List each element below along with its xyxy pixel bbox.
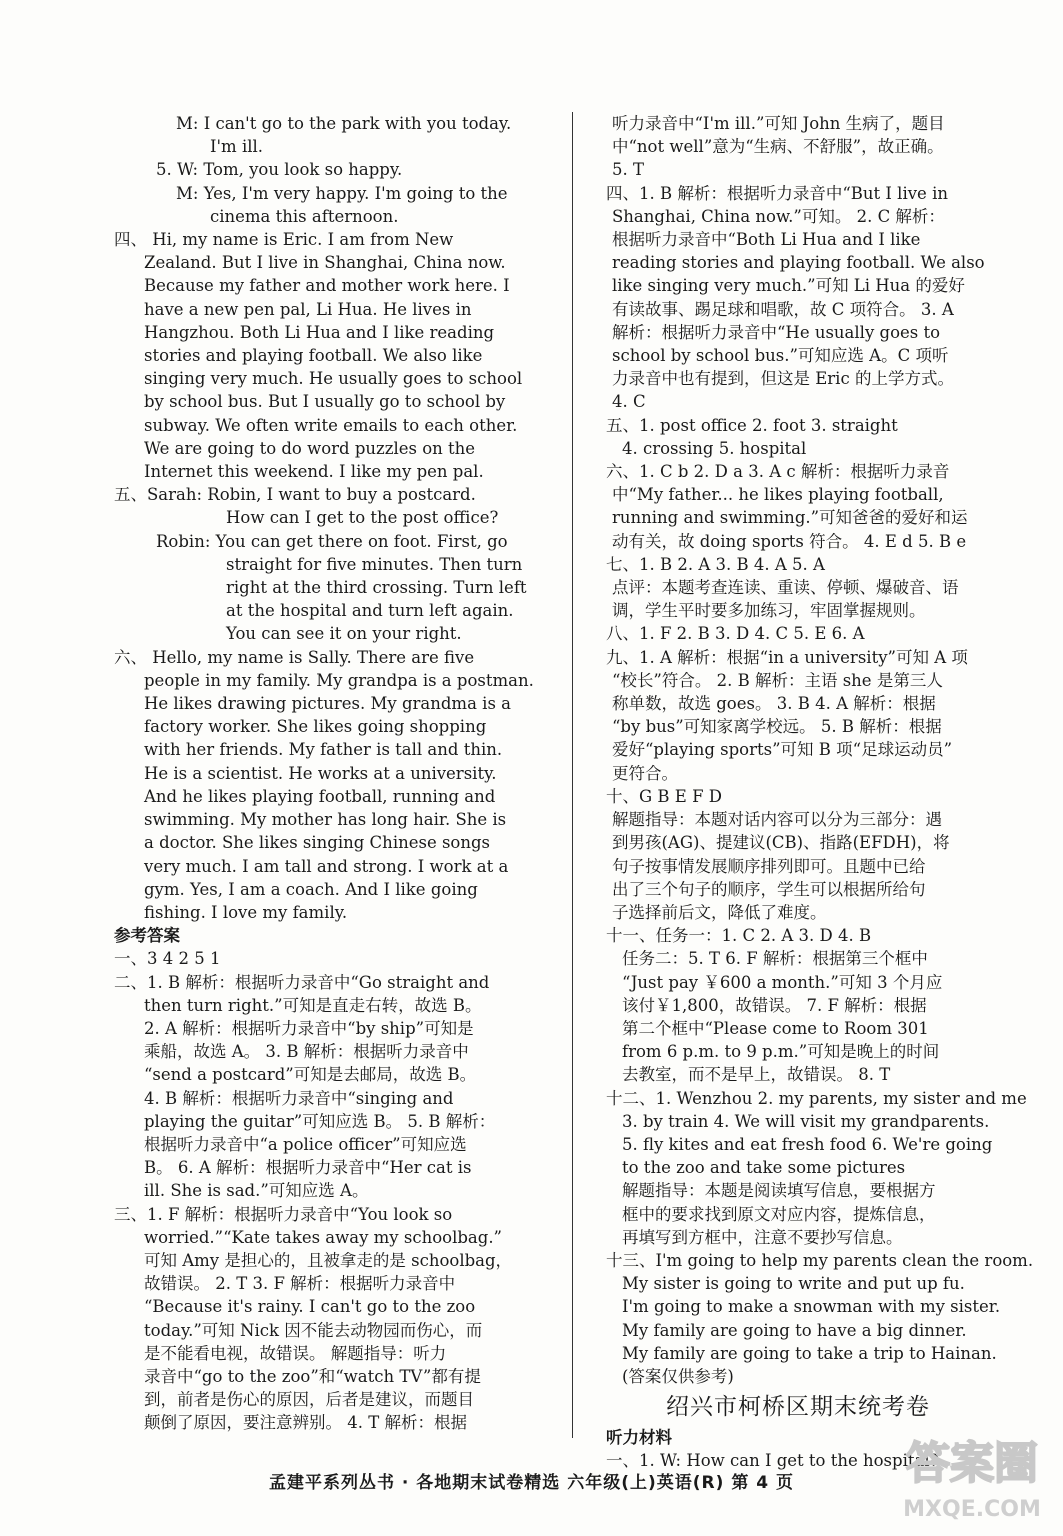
right-line: 十三、I'm going to help my parents clean the room. [606, 1250, 1034, 1270]
right-line: from 6 p.m. to 9 p.m.”可知是晚上的时间 [622, 1042, 940, 1062]
left-line: 参考答案 [114, 926, 180, 946]
left-line: 到，前者是伤心的原因，后者是建议，而题目 [144, 1390, 474, 1410]
left-line: 2. A 解析：根据听力录音中“by ship”可知是 [144, 1018, 474, 1038]
left-line: 三、1. F 解析：根据听力录音中“You look so [114, 1204, 453, 1224]
right-line: 再填写到方框中，注意不要抄写信息。 [622, 1227, 903, 1247]
section-title: 绍兴市柯桥区期末统考卷 [666, 1394, 930, 1421]
left-line: at the hospital and turn left again. [226, 601, 514, 621]
left-line: very much. I am tall and strong. I work at a [144, 856, 509, 876]
left-line: 录音中“go to the zoo”和“watch TV”都有提 [144, 1366, 481, 1386]
left-line: 4. B 解析：根据听力录音中“singing and [144, 1088, 454, 1108]
right-line: 3. by train 4. We will visit my grandparents. [622, 1111, 990, 1131]
right-line: 动有关，故 doing sports 符合。 4. E d 5. B e [612, 531, 967, 551]
right-line: to the zoo and take some pictures [622, 1158, 906, 1178]
left-line: worried.”“Kate takes away my schoolbag.” [144, 1227, 502, 1247]
right-line: 称单数，故选 goes。 3. B 4. A 解析：根据 [612, 694, 936, 714]
left-line: singing very much. He usually goes to school [144, 369, 523, 389]
left-line: M: I can't go to the park with you today. [176, 114, 512, 133]
left-line: by school bus. But I usually go to school by [144, 392, 506, 412]
left-line: 一、3 4 2 5 1 [114, 949, 221, 969]
right-line: 四、1. B 解析：根据听力录音中“But I live in [606, 183, 948, 203]
right-line: reading stories and playing football. We also [612, 253, 985, 273]
right-line: 十一、任务一：1. C 2. A 3. D 4. B [606, 926, 872, 946]
left-line: people in my family. My grandpa is a postman. [144, 670, 534, 690]
left-line: 故错误。 2. T 3. F 解析：根据听力录音中 [144, 1274, 456, 1294]
left-line: “Because it's rainy. I can't go to the zoo [144, 1297, 476, 1317]
right-line: 解题指导：本题对话内容可以分为三部分：遇 [612, 810, 942, 830]
left-line: 根据听力录音中“a police officer”可知应选 [144, 1134, 467, 1154]
right-line: 中“not well”意为“生病、不舒服”，故正确。 [612, 137, 944, 157]
left-line: 颠倒了原因，要注意辨别。 4. T 解析：根据 [144, 1413, 467, 1433]
left-line: Robin: You can get there on foot. First, go [156, 531, 508, 551]
right-line: 十二、1. Wenzhou 2. my parents, my sister and me [606, 1088, 1027, 1108]
right-line: 调，学生平时要多加练习，牢固掌握规则。 [612, 601, 926, 621]
left-line: 可知 Amy 是担心的，且被拿走的是 schoolbag， [144, 1250, 513, 1270]
page-footer: 孟建平系列丛书 · 各地期末试卷精选 六年级(上)英语(R) 第 4 页 [269, 1473, 794, 1493]
left-line: Zealand. But I live in Shanghai, China now. [144, 253, 506, 273]
left-line: 5. W: Tom, you look so happy. [156, 160, 403, 180]
right-line: 五、1. post office 2. foot 3. straight [606, 415, 898, 435]
left-line: straight for five minutes. Then turn [226, 554, 523, 574]
right-line: “校长”符合。 2. B 解析：主语 she 是第三人 [612, 670, 943, 690]
left-line: ill. She is sad.”可知应选 A。 [144, 1181, 369, 1201]
right-line: 4. crossing 5. hospital [622, 438, 807, 458]
left-line: “send a postcard”可知是去邮局，故选 B。 [144, 1065, 477, 1085]
listening-heading: 听力材料 [606, 1428, 672, 1448]
left-line: cinema this afternoon. [210, 206, 399, 226]
left-line: I'm ill. [210, 137, 264, 157]
left-line: You can see it on your right. [226, 624, 462, 644]
right-line: 十、G B E F D [606, 786, 723, 806]
right-line: running and swimming.”可知爸爸的爱好和运 [612, 508, 968, 528]
left-line: then turn right.”可知是直走右转，故选 B。 [144, 995, 482, 1015]
left-line: right at the third crossing. Turn left [226, 578, 527, 598]
right-line: 去教室，而不是早上，故错误。 8. T [622, 1065, 891, 1085]
watermark-bottom-text: MXQE.COM [903, 1497, 1041, 1522]
right-line: 力录音中也有提到，但这是 Eric 的上学方式。 [612, 369, 954, 389]
column-divider [572, 112, 573, 1438]
left-line: with her friends. My father is tall and thin. [144, 740, 503, 760]
right-line: 第二个框中“Please come to Room 301 [622, 1018, 929, 1038]
watermark-logo [897, 1426, 1047, 1526]
right-line: school by school bus.”可知应选 A。C 项听 [612, 346, 949, 366]
right-line: My family are going to have a big dinner. [622, 1320, 967, 1340]
right-line: (答案仅供参考) [622, 1366, 734, 1386]
left-line: He likes drawing pictures. My grandma is a [144, 694, 511, 714]
right-line: 任务二：5. T 6. F 解析：根据第三个框中 [622, 949, 928, 969]
listening-first-line: 一、1. W: How can I get to the hospital? [606, 1451, 939, 1471]
right-line: 框中的要求找到原文对应内容，提炼信息， [622, 1204, 936, 1224]
right-line: 七、1. B 2. A 3. B 4. A 5. A [606, 554, 825, 574]
right-line: 爱好“playing sports”可知 B 项“足球运动员” [612, 740, 953, 760]
right-line: 5. fly kites and eat fresh food 6. We're going [622, 1134, 993, 1154]
left-line: 五、Sarah: Robin, I want to buy a postcard. [114, 485, 476, 505]
left-line: B。 6. A 解析：根据听力录音中“Her cat is [144, 1158, 472, 1178]
left-line: swimming. My mother has long hair. She is [144, 810, 507, 830]
right-line: My sister is going to write and put up fu. [622, 1274, 965, 1294]
right-line: 句子按事情发展顺序排列即可。且题中已给 [612, 856, 926, 876]
left-line: playing the guitar”可知应选 B。 5. B 解析： [144, 1111, 496, 1131]
left-line: 二、1. B 解析：根据听力录音中“Go straight and [114, 972, 490, 992]
left-line: He is a scientist. He works at a university. [144, 763, 497, 783]
right-line: like singing very much.”可知 Li Hua 的爱好 [612, 276, 965, 296]
right-line: 中“My father... he likes playing football, [612, 485, 944, 505]
left-line: We are going to do word puzzles on the [144, 438, 476, 458]
right-line: 子选择前后文，降低了难度。 [612, 902, 827, 922]
right-line: 点评：本题考查连读、重读、停顿、爆破音、语 [612, 578, 959, 598]
left-line: today.”可知 Nick 因不能去动物园而伤心，而 [144, 1320, 483, 1340]
right-line: 该付￥1,800，故错误。 7. F 解析：根据 [622, 995, 927, 1015]
right-answer-lines [606, 112, 1034, 1388]
right-line: 有读故事、踢足球和唱歌，故 C 项符合。 3. A [612, 299, 954, 319]
right-line: I'm going to make a snowman with my sister. [622, 1297, 1001, 1317]
right-line: Shanghai, China now.”可知。 2. C 解析： [612, 206, 945, 226]
left-line: fishing. I love my family. [144, 902, 348, 922]
right-line: 六、1. C b 2. D a 3. A c 解析：根据听力录音 [606, 462, 950, 482]
right-line: 九、1. A 解析：根据“in a university”可知 A 项 [606, 647, 968, 667]
right-line: 出了三个句子的顺序，学生可以根据所给句 [612, 879, 926, 899]
left-line: factory worker. She likes going shopping [144, 717, 487, 737]
left-line: How can I get to the post office? [226, 508, 499, 528]
left-line: And he likes playing football, running and [144, 786, 496, 806]
left-line: subway. We often write emails to each other. [144, 415, 518, 435]
left-line: Internet this weekend. I like my pen pal. [144, 462, 484, 482]
right-line: 解析：根据听力录音中“He usually goes to [612, 322, 941, 342]
left-column [114, 112, 542, 1435]
left-line: stories and playing football. We also like [144, 346, 483, 366]
left-line: have a new pen pal, Li Hua. He lives in [144, 299, 472, 319]
right-line: My family are going to take a trip to Hainan. [622, 1343, 997, 1363]
left-line: Because my father and mother work here. I [144, 276, 510, 296]
right-line: 5. T [612, 160, 644, 180]
left-line: gym. Yes, I am a coach. And I like going [144, 879, 478, 899]
right-line: 更符合。 [612, 763, 678, 783]
right-line: 解题指导：本题是阅读填写信息，要根据方 [622, 1181, 936, 1201]
watermark-top-text: 答案圈 [906, 1438, 1038, 1489]
right-line: “by bus”可知家离学校远。 5. B 解析：根据 [612, 717, 942, 737]
right-line: 根据听力录音中“Both Li Hua and I like [612, 230, 921, 250]
left-line: Hangzhou. Both Li Hua and I like reading [144, 322, 495, 342]
left-line: a doctor. She likes singing Chinese songs [144, 833, 491, 853]
left-line: 六、 Hello, my name is Sally. There are five [114, 647, 475, 667]
right-line: “Just pay ￥600 a month.”可知 3 个月应 [622, 972, 943, 992]
right-line: 4. C [612, 392, 646, 412]
right-line: 八、1. F 2. B 3. D 4. C 5. E 6. A [606, 624, 865, 644]
left-line: 乘船，故选 A。 3. B 解析：根据听力录音中 [144, 1042, 469, 1062]
left-line: 四、 Hi, my name is Eric. I am from New [114, 230, 454, 250]
left-line: M: Yes, I'm very happy. I'm going to the [176, 183, 508, 203]
right-line: 听力录音中“I'm ill.”可知 John 生病了，题目 [612, 114, 945, 133]
right-line: 到男孩(AG)、提建议(CB)、指路(EFDH)，将 [612, 833, 950, 853]
left-line: 是不能看电视，故错误。 解题指导：听力 [144, 1343, 447, 1363]
